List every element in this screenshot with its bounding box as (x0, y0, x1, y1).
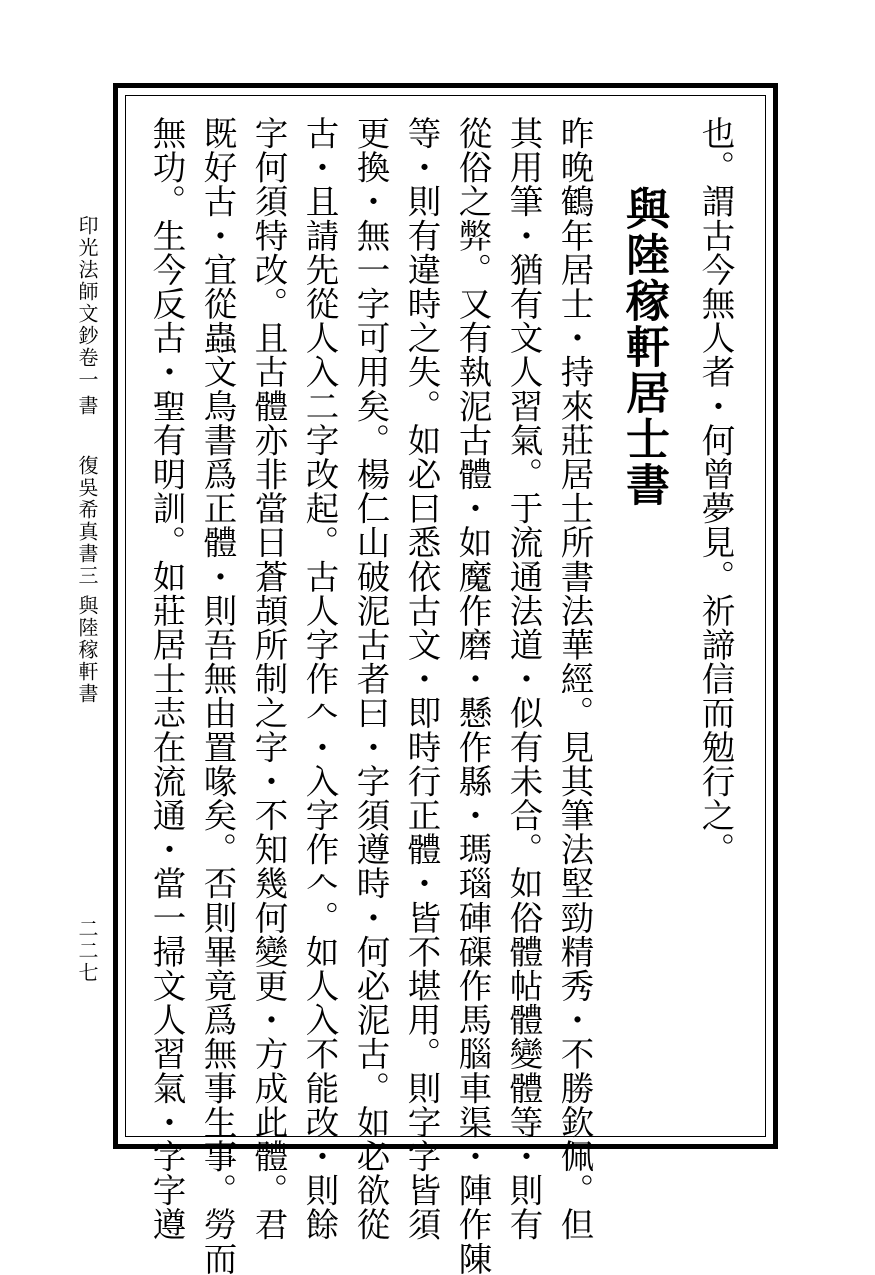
margin-book-title: 印光法師文鈔卷一 (75, 215, 99, 391)
text-column-1: 也。謂古今無人者・何曾夢見。祈諦信而勉行之。 (696, 116, 735, 867)
text-column-4: 從俗之弊。又有執泥古體・如魔作磨・懸作縣・瑪瑙硨磲作馬腦車渠・陣作陳 (453, 116, 492, 1275)
margin-section: 書 (75, 395, 99, 417)
text-column-2: 昨晚鶴年居士・持來莊居士所書法華經。見其筆法堅勁精秀・不勝欽佩。但 (555, 116, 594, 1242)
text-column-5: 等・則有違時之失。如必曰悉依古文・即時行正體・皆不堪用。則字字皆須 (402, 116, 441, 1242)
text-column-6: 更換・無一字可用矣。楊仁山破泥古者曰・字須遵時・何必泥古。如必欲從 (351, 116, 390, 1242)
text-column-3: 其用筆・猶有文人習氣。于流通法道・似有未合。如俗體帖體變體等・則有 (504, 116, 543, 1242)
text-column-10: 無功。生今反古・聖有明訓。如莊居士志在流通・當一掃文人習氣・字字遵 (147, 116, 186, 1242)
text-column-7: 古・且請先從人入二字改起。古人字作𠆢・入字作𠆢。如人入不能改・則餘 (300, 116, 339, 1242)
letter-heading: 與陸稼軒居士書 (618, 186, 669, 508)
margin-letter-ref: 復吳希真書三 (75, 455, 99, 587)
page-number: 二二七 (75, 918, 99, 984)
text-column-8: 字何須特改。且古體亦非當日蒼頡所制之字・不知幾何變更・方成此體。君 (249, 116, 288, 1242)
margin-letter-title: 與陸稼軒書 (75, 595, 99, 705)
text-column-9: 既好古・宜從蟲文鳥書爲正體・則吾無由置喙矣。否則畢竟爲無事生事。勞而 (198, 116, 237, 1275)
